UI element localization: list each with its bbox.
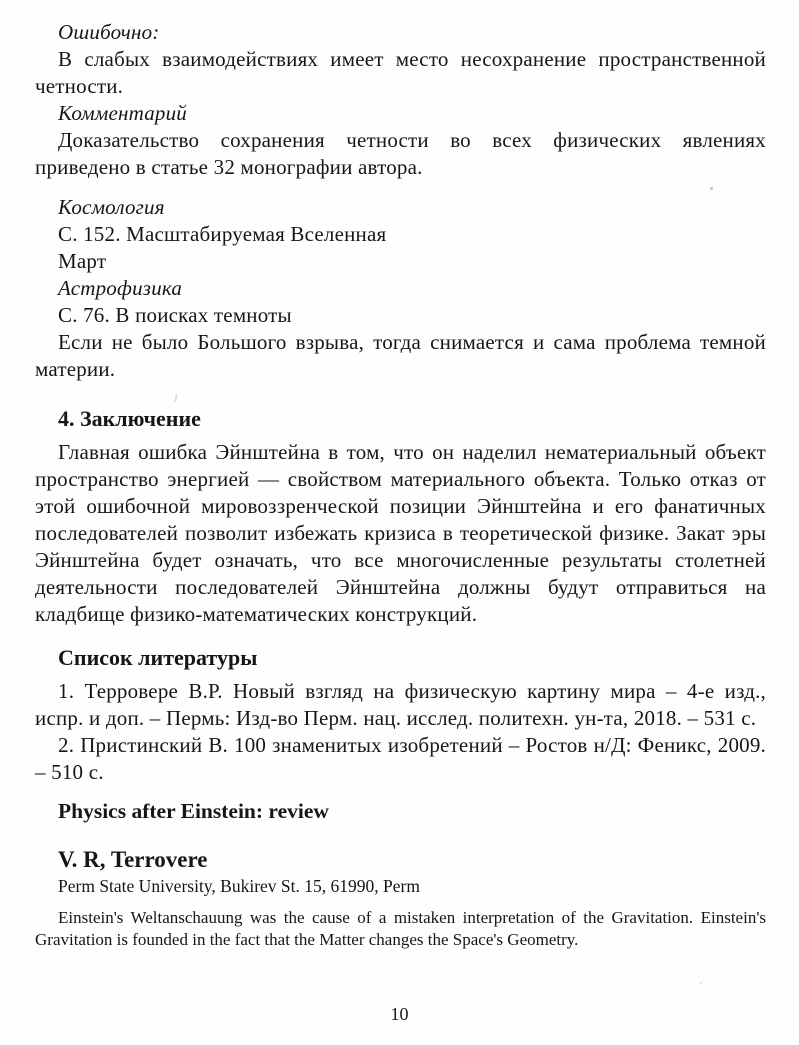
astrophysics-item: С. 76. В поисках темноты xyxy=(58,303,292,327)
comment-label: Комментарий xyxy=(58,101,188,125)
english-title: Physics after Einstein: review xyxy=(58,799,329,823)
conclusion-paragraph: Главная ошибка Эйнштейна в том, что он наделил нематериальный объект пространство энергией — свойством материального объекта. Только отказ от этой ошибочной мировоззренческой позиции Эйнштейна и его фанатичных последователей позволит избежать кризиса в теоретической физике. Закат эры Эйнштейна будет означать, что все многочисленные результаты столетней деятельности последователей Эйнштейна должны будут отправиться на кладбище физико-математических конструкций. xyxy=(35,440,766,626)
english-abstract: Einstein's Weltanschauung was the cause of a mistaken interpretation of the Gravitation. Einstein's Gravitation is founded in the fact that the Matter changes the Space's Geometry. xyxy=(35,908,766,949)
dark-matter-note: Если не было Большого взрыва, тогда снимается и сама проблема темной материи. xyxy=(35,330,766,381)
reference-item: 1. Терровере В.Р. Новый взгляд на физическую картину мира – 4-е изд., испр. и доп. – Пермь: Изд-во Перм. нац. исслед. политехн. ун-та, 2018. – 531 с. xyxy=(35,679,766,730)
month-line: Март xyxy=(58,249,107,273)
page-number: 10 xyxy=(390,1004,409,1024)
author-affiliation: Perm State University, Bukirev St. 15, 61990, Perm xyxy=(58,876,420,896)
cosmology-label: Космология xyxy=(58,195,165,219)
erroneous-paragraph: В слабых взаимодействиях имеет место несохранение пространственной четности. xyxy=(35,47,766,98)
scan-artifact-smudge xyxy=(699,982,703,984)
scan-artifact-dot xyxy=(710,187,713,190)
references-heading: Список литературы xyxy=(58,645,258,670)
erroneous-label: Ошибочно: xyxy=(58,20,160,44)
comment-paragraph: Доказательство сохранения четности во всех физических явлениях приведено в статье 32 монографии автора. xyxy=(35,128,766,179)
cosmology-item: С. 152. Масштабируемая Вселенная xyxy=(58,222,387,246)
reference-item: 2. Пристинский В. 100 знаменитых изобретений – Ростов н/Д: Феникс, 2009. – 510 с. xyxy=(35,733,766,784)
astrophysics-label: Астрофизика xyxy=(58,276,183,300)
conclusion-heading: 4. Заключение xyxy=(58,406,201,431)
author-name: V. R, Terrovere xyxy=(58,847,208,872)
scan-artifact-tick xyxy=(174,394,178,402)
